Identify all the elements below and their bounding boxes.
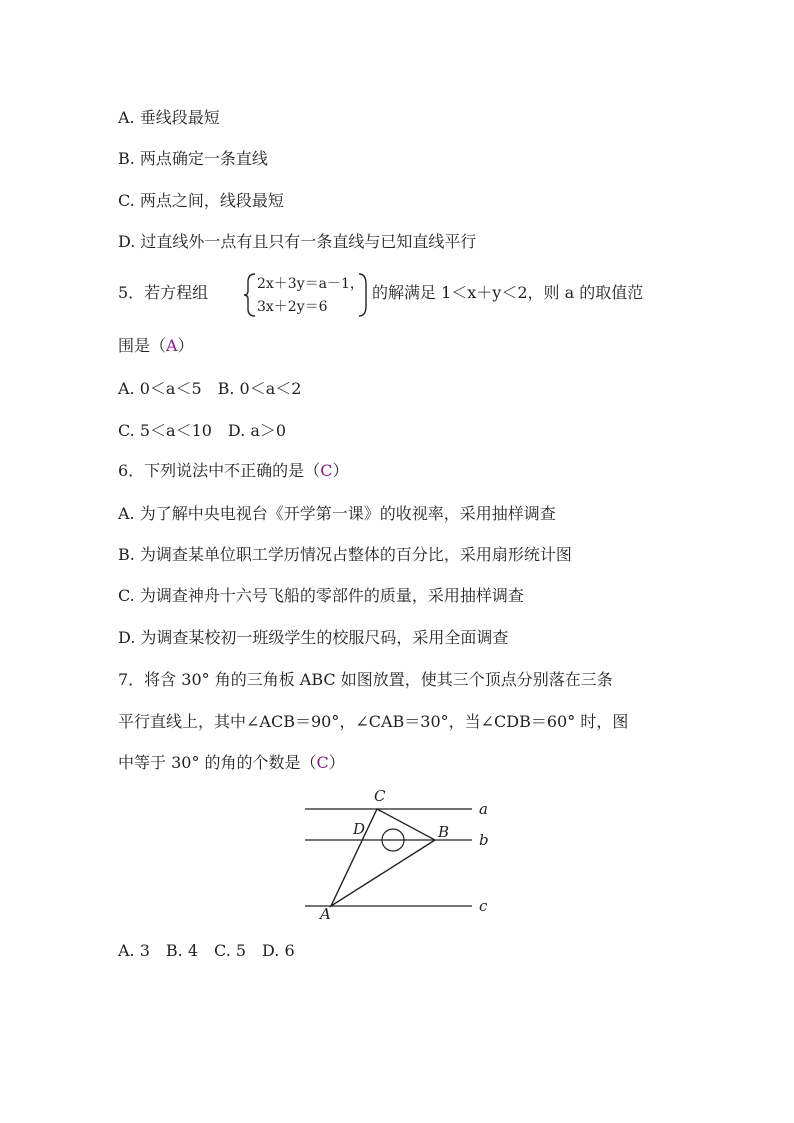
q4-option-b: B. 两点确定一条直线	[118, 149, 268, 168]
q6-option-d: D. 为调查某校初一班级学生的校服尺码，采用全面调查	[118, 628, 509, 647]
q5-close: ）	[177, 336, 194, 355]
q6-stem-text: 6．下列说法中不正确的是（	[118, 461, 321, 480]
q7-stem-text: 中等于 30° 的角的个数是（	[118, 753, 317, 772]
q6-stem	[118, 461, 348, 481]
q7-close: ）	[328, 753, 345, 772]
label-line-b: b	[479, 831, 489, 849]
equation-2: 3x＋2y＝6	[257, 299, 328, 315]
q7-answer: C	[316, 753, 329, 772]
q4-option-c: C. 两点之间，线段最短	[118, 191, 284, 210]
q6-close: ）	[332, 461, 349, 480]
q6-answer: C	[320, 461, 333, 480]
label-line-c: c	[479, 897, 488, 915]
equation-1: 2x＋3y＝a－1，	[257, 276, 364, 292]
q5-stem-line2	[118, 336, 194, 356]
label-line-a: a	[479, 800, 488, 818]
q5-options-row2: C. 5＜a＜10 D. a＞0	[118, 421, 287, 440]
triangle-figure	[300, 784, 500, 920]
triangle-abc	[331, 809, 435, 906]
q7-stem-line2: 平行直线上，其中∠ACB＝90°，∠CAB＝30°，当∠CDB＝60° 时，图	[118, 712, 629, 731]
label-b-point: B	[438, 823, 450, 841]
q5-answer: A	[166, 336, 178, 355]
q6-option-a: A. 为了解中央电视台《开学第一课》的收视率，采用抽样调查	[118, 504, 556, 523]
q7-options: A. 3 B. 4 C. 5 D. 6	[118, 941, 295, 960]
q4-option-a: A. 垂线段最短	[118, 108, 220, 127]
q6-option-c: C. 为调查神舟十六号飞船的零部件的质量，采用抽样调查	[118, 586, 524, 605]
q5-stem-text: 围是（	[118, 336, 167, 355]
label-d-point: D	[353, 820, 366, 838]
label-c-point: C	[374, 787, 386, 805]
q5-prefix: 5．若方程组	[118, 283, 209, 302]
q6-option-b: B. 为调查某单位职工学历情况占整体的百分比，采用扇形统计图	[118, 545, 572, 564]
geometry-diagram	[300, 784, 500, 920]
q5-suffix: 的解满足 1＜x＋y＜2，则 a 的取值范	[372, 283, 644, 302]
q4-option-d: D. 过直线外一点有且只有一条直线与已知直线平行	[118, 232, 477, 251]
q7-stem-line3	[118, 753, 345, 773]
q5-options-row1: A. 0＜a＜5 B. 0＜a＜2	[118, 379, 302, 398]
label-a-point: A	[320, 905, 331, 920]
equation-system	[235, 272, 373, 318]
q7-stem-line1: 7．将含 30° 角的三角板 ABC 如图放置，使其三个顶点分别落在三条	[118, 670, 613, 689]
